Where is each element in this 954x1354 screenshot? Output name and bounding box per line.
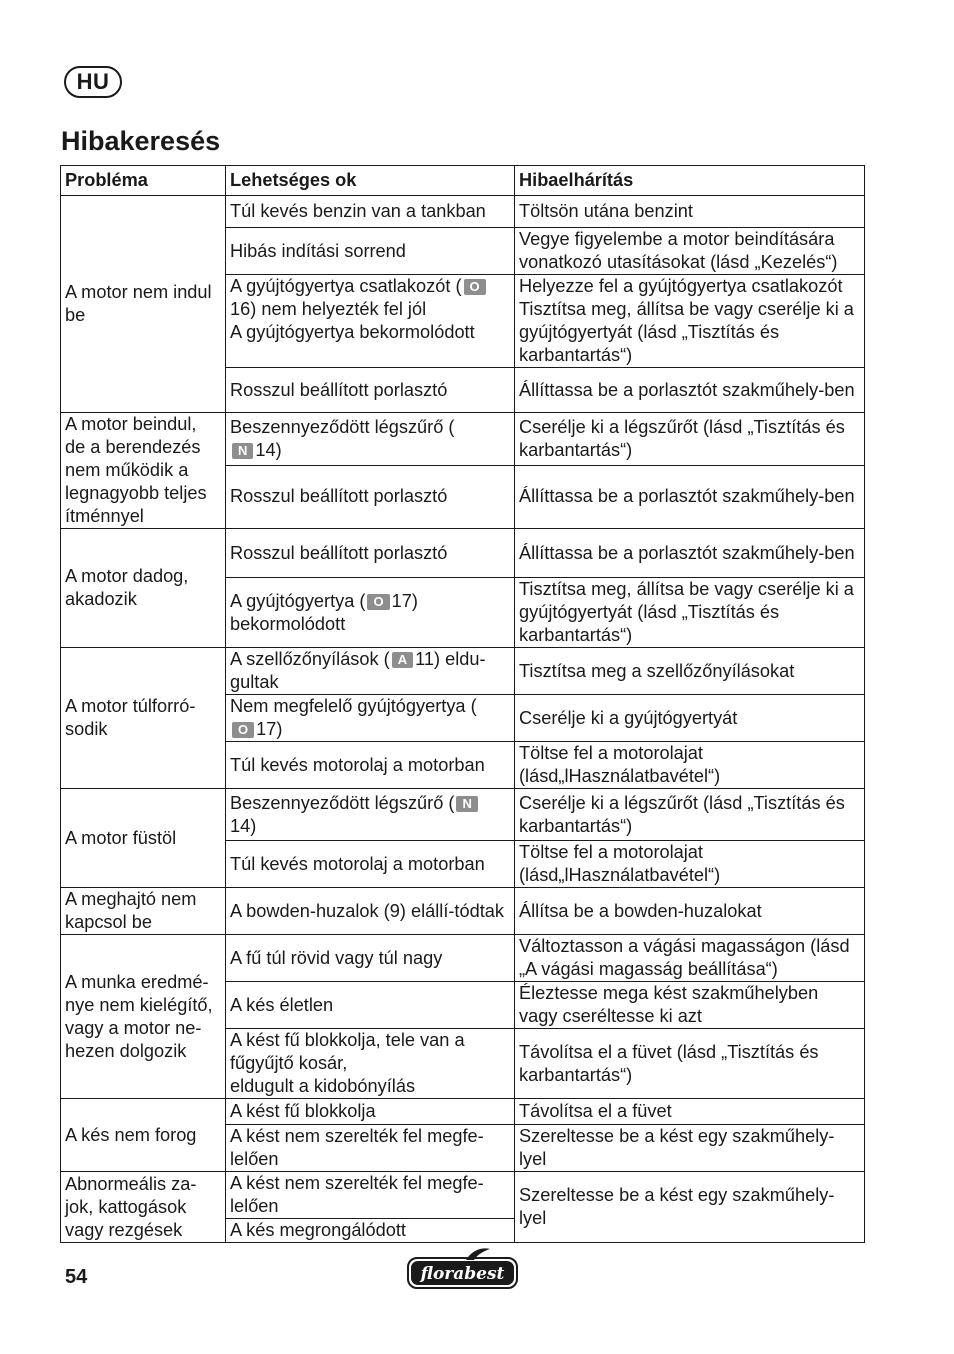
- cause-cell: A bowden-huzalok (9) elállí-tódtak: [226, 888, 515, 935]
- problem-cell: A motor nem indul be: [61, 196, 226, 413]
- cause-cell: Rosszul beállított porlasztó: [226, 368, 515, 413]
- cause-cell: Túl kevés benzin van a tankban: [226, 196, 515, 228]
- problem-cell: A motor dadog, akadozik: [61, 529, 226, 648]
- remedy-cell: Töltsön utána benzint: [515, 196, 865, 228]
- header-cause: Lehetséges ok: [226, 166, 515, 196]
- problem-cell: A meghajtó nem kapcsol be: [61, 888, 226, 935]
- cause-cell: [226, 1029, 515, 1099]
- remedy-cell: Szereltesse be a kést egy szakműhely-lyel: [515, 1172, 865, 1243]
- problem-cell: A motor beindul, de a berendezés nem működik a legnagyobb teljes ítménnyel: [61, 413, 226, 529]
- cause-text: 17): [256, 719, 283, 739]
- remedy-cell: Távolítsa el a füvet: [515, 1099, 865, 1125]
- table-row: [61, 1099, 865, 1125]
- remedy-cell: Töltse fel a motorolajat (lásd„lHasználatbavétel“): [515, 742, 865, 789]
- remedy-cell: Cserélje ki a légszűrőt (lásd „Tisztítás és karbantartás“): [515, 789, 865, 841]
- cause-cell: Rosszul beállított porlasztó: [226, 465, 515, 528]
- remedy-cell: Állíttassa be a porlasztót szakműhely-ben: [515, 465, 865, 528]
- problem-cell: A motor túlforró-sodik: [61, 648, 226, 789]
- language-badge: [64, 66, 122, 98]
- cause-cell: Túl kevés motorolaj a motorban: [226, 742, 515, 789]
- cause-text: 17) bekormolódott: [230, 590, 418, 634]
- troubleshooting-table: [60, 165, 865, 1243]
- remedy-cell: Szereltesse be a kést egy szakműhely-lyel: [515, 1125, 865, 1172]
- remedy-cell: Távolítsa el a füvet (lásd „Tisztítás és karbantartás“): [515, 1029, 865, 1099]
- problem-cell: Abnormeális za-jok, kattogások vagy rezgések: [61, 1172, 226, 1243]
- cause-cell: [226, 695, 515, 742]
- cause-cell: [226, 578, 515, 648]
- figure-n-icon: N: [456, 796, 477, 812]
- problem-cell: A kés nem forog: [61, 1099, 226, 1172]
- problem-cell: A munka eredmé-nye nem kielégítő, vagy a motor ne-hezen dolgozik: [61, 935, 226, 1099]
- remedy-cell: Töltse fel a motorolajat (lásd„lHasználatbavétel“): [515, 841, 865, 888]
- remedy-text: Helyezze fel a gyújtógyertya csatlakozót: [519, 276, 843, 296]
- remedy-cell: Változtasson a vágási magasságon (lásd „A vágási magasság beállítása“): [515, 935, 865, 982]
- figure-a-icon: A: [392, 652, 413, 668]
- cause-text: 14): [255, 439, 282, 460]
- cause-cell: Hibás indítási sorrend: [226, 228, 515, 275]
- cause-cell: [226, 789, 515, 841]
- remedy-cell: Tisztítsa meg, állítsa be vagy cserélje ki a gyújtógyertyát (lásd „Tisztítás és karbantartás“): [515, 578, 865, 648]
- cause-text: A szellőzőnyílások (: [230, 649, 390, 669]
- cause-text: 16) nem helyezték fel jól: [230, 299, 427, 319]
- cause-cell: [226, 648, 515, 695]
- figure-o-icon: O: [232, 722, 254, 738]
- page-number: 54: [65, 1266, 88, 1288]
- cause-text: Beszennyeződött légszűrő (: [230, 792, 455, 813]
- remedy-cell: Állíttassa be a porlasztót szakműhely-ben: [515, 368, 865, 413]
- remedy-cell: Cserélje ki a gyújtógyertyát: [515, 695, 865, 742]
- table-row: [61, 789, 865, 841]
- cause-text: A gyújtógyertya bekormolódott: [230, 322, 475, 342]
- cause-text: 11) eldu-gultak: [230, 649, 486, 692]
- remedy-cell: [515, 275, 865, 368]
- header-remedy: Hibaelhárítás: [515, 166, 865, 196]
- cause-text: A kést fű blokkolja, tele van a fűgyűjtő kosár,: [230, 1030, 465, 1073]
- cause-cell: A kést nem szerelték fel megfe-lelően: [226, 1125, 515, 1172]
- cause-cell: [226, 413, 515, 466]
- cause-text: 14): [230, 815, 257, 836]
- cause-cell: A kés életlen: [226, 982, 515, 1029]
- cause-cell: Túl kevés motorolaj a motorban: [226, 841, 515, 888]
- remedy-cell: Állíttassa be a porlasztót szakműhely-ben: [515, 529, 865, 578]
- figure-o-icon: O: [367, 594, 389, 610]
- cause-text: Nem megfelelő gyújtógyertya (: [230, 696, 477, 716]
- table-row: [61, 935, 865, 982]
- cause-cell: A kés megrongálódott: [226, 1219, 515, 1243]
- cause-text: eldugult a kidobónyílás: [230, 1076, 416, 1096]
- problem-cell: A motor füstöl: [61, 789, 226, 888]
- remedy-cell: Vegye figyelembe a motor beindítására vonatkozó utasításokat (lásd „Kezelés“): [515, 228, 865, 275]
- figure-o-icon: O: [464, 279, 486, 295]
- table-row: [61, 413, 865, 466]
- remedy-text: Tisztítsa meg, állítsa be vagy cserélje ki a gyújtógyertyát (lásd „Tisztítás és karbantartás“): [519, 299, 854, 365]
- table-row: [61, 196, 865, 228]
- figure-n-icon: N: [232, 443, 253, 459]
- cause-cell: A fű túl rövid vagy túl nagy: [226, 935, 515, 982]
- remedy-cell: Tisztítsa meg a szellőzőnyílásokat: [515, 648, 865, 695]
- table-row: [61, 648, 865, 695]
- table-row: [61, 529, 865, 578]
- cause-cell: Rosszul beállított porlasztó: [226, 529, 515, 578]
- table-row: [61, 1172, 865, 1219]
- page-title: Hibakeresés: [61, 126, 221, 156]
- cause-cell: A kést fű blokkolja: [226, 1099, 515, 1125]
- header-problem: Probléma: [61, 166, 226, 196]
- cause-cell: [226, 275, 515, 368]
- cause-text: A gyújtógyertya (: [230, 590, 366, 611]
- table-row: [61, 888, 865, 935]
- language-code: HU: [76, 69, 110, 94]
- remedy-cell: Állítsa be a bowden-huzalokat: [515, 888, 865, 935]
- cause-text: A gyújtógyertya csatlakozót (: [230, 276, 462, 296]
- florabest-logo: [406, 1246, 519, 1290]
- logo-text: florabest: [420, 1264, 505, 1284]
- remedy-cell: Cserélje ki a légszűrőt (lásd „Tisztítás és karbantartás“): [515, 413, 865, 466]
- remedy-cell: Éleztesse mega kést szakműhelyben vagy cseréltesse ki azt: [515, 982, 865, 1029]
- cause-cell: A kést nem szerelték fel megfe-lelően: [226, 1172, 515, 1219]
- cause-text: Beszennyeződött légszűrő (: [230, 416, 455, 437]
- table-header-row: [61, 166, 865, 196]
